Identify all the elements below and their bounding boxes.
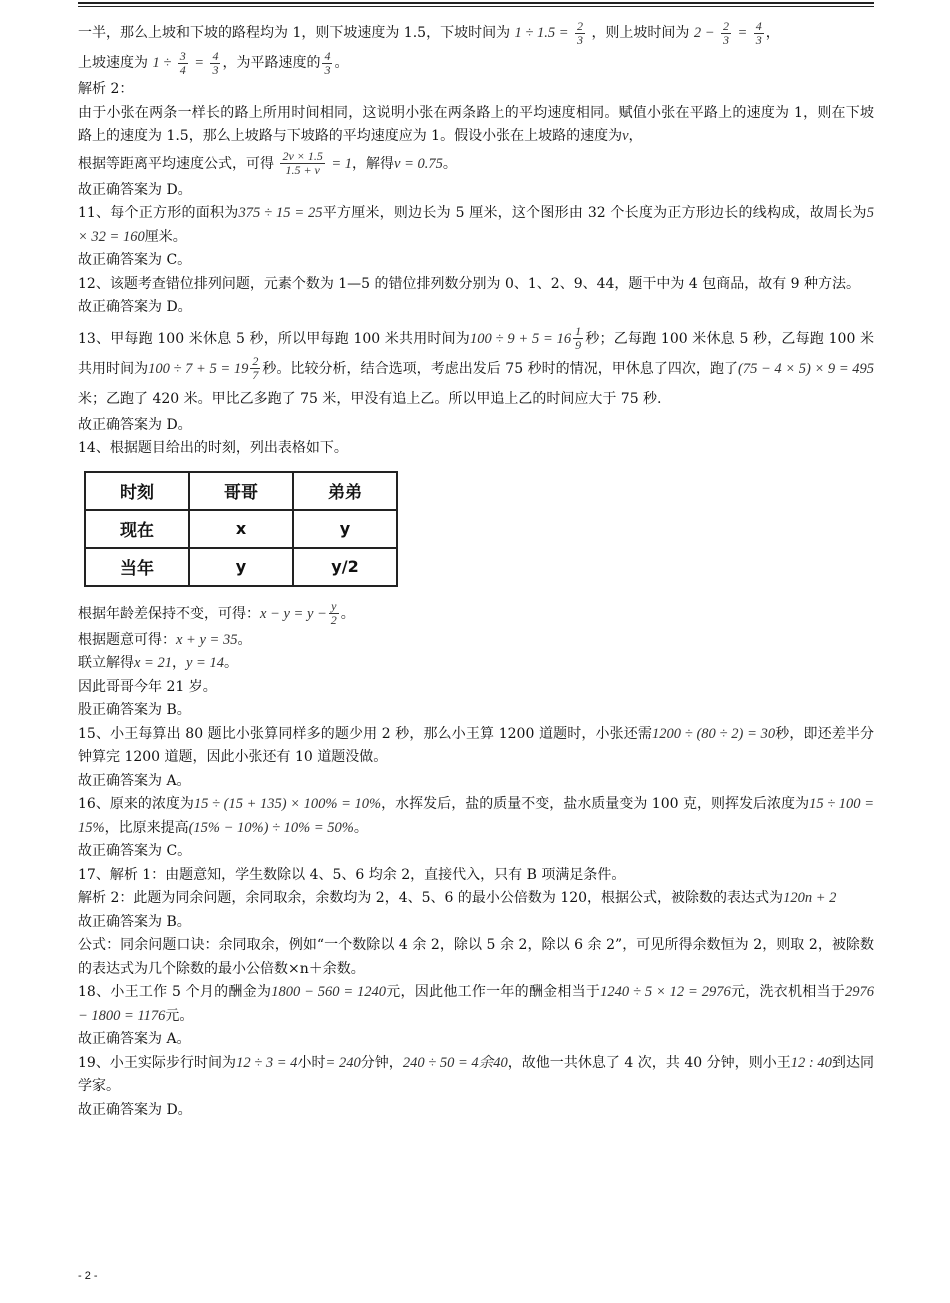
table-cell: 现在: [85, 510, 189, 548]
table-cell: y/2: [293, 548, 397, 586]
paragraph-solve: 联立解得x = 21，y = 14。: [78, 655, 238, 671]
fraction: $\frac{1}{9}$: [575, 324, 582, 352]
paragraph-q12: 12、该题考查错位排列问题，元素个数为 1—5 的错位排列数分别为 0、1、2、9、44，题干中为 4 包商品，故有 9 种方法。: [78, 275, 861, 292]
table-header-cell: 时刻: [85, 472, 189, 510]
fraction: $\frac{4}{3}$: [324, 48, 331, 77]
table-cell: 当年: [85, 548, 189, 586]
text: 上坡速度为: [78, 55, 148, 71]
math: 2 −: [693, 25, 715, 41]
table-cell: y: [189, 548, 293, 586]
paragraph-q13: 13、甲每跑 100 米休息 5 秒，所以甲每跑 100 米共用时间为100 ÷ 9 + 5 = 16 $\frac{1}{9}$ 秒；乙每跑 100 米休息 5 秒，乙每跑 100 米共用时间为100 ÷ 7 + 5 = 19 $\frac{2}{7}$ 秒。比较分析，结合选项，考虑出发后 75 秒时的情况，甲休息了四次，跑了(75 − 4 × 5) × 9 = 495米；乙跑了 420 米。甲比乙多跑了 75 米，甲没有追上乙。所以甲追上乙的时间应大于 75 秒.: [78, 324, 875, 407]
answer-14: 股正确答案为 B。: [78, 702, 191, 718]
paragraph-result: 因此哥哥今年 21 岁。: [78, 678, 217, 695]
answer-10: 故正确答案为 D。: [78, 181, 192, 198]
answer-16: 故正确答案为 C。: [78, 843, 192, 859]
table-row: [85, 548, 397, 586]
paragraph-q14: 14、根据题目给出的时刻，列出表格如下。: [78, 440, 348, 456]
paragraph-slope-speed: 一半，那么上坡和下坡的路程均为 1，则下坡速度为 1.5，下坡时间为 1 ÷ 1.5 = $\frac{2}{3}$ ，则上坡时间为 2 − $\frac{2}{3}$ = $\frac{4}{3}$ ， 上坡速度为 1 ÷ $\frac{3}{4}$ = $\frac{4}{3}$ ，为平路速度的 $\frac{4}{3}$ 。: [78, 18, 780, 77]
math: =: [194, 55, 204, 71]
paragraph-formula: 根据等距离平均速度公式，可得 $\frac{2v \times 1.5}{1.5 + v}$ = 1，解得v = 0.75。: [78, 149, 457, 177]
table-header-row: [85, 472, 397, 510]
paragraph-q11: 11、每个正方形的面积为375 ÷ 15 = 25平方厘米，则边长为 5 厘米，这个图形由 32 个长度为正方形边长的线构成，故周长为5 × 32 = 160厘米。: [78, 205, 874, 245]
table-header-cell: 弟弟: [293, 472, 397, 510]
paragraph-q19: 19、小王实际步行时间为12 ÷ 3 = 4小时= 240分钟，240 ÷ 50 = 4余40，故他一共休息了 4 次，共 40 分钟，则小王12 : 40到达同学家。: [78, 1054, 874, 1094]
fraction: $\frac{2v \times 1.5}{1.5 + v}$: [282, 149, 323, 177]
answer-13: 故正确答案为 D。: [78, 416, 192, 433]
header-rule-thin: [78, 6, 874, 7]
answer-12: 故正确答案为 D。: [78, 299, 192, 315]
table-cell: y: [293, 510, 397, 548]
paragraph-q17-a2: 解析 2：此题为同余问题，余同取余，余数均为 2，4、5、6 的最小公倍数为 120，根据公式，被除数的表达式为120n + 2: [78, 890, 837, 906]
answer-18: 故正确答案为 A。: [78, 1031, 191, 1047]
paragraph-age-diff: 根据年龄差保持不变，可得：x − y = y − $\frac{y}{2}$ 。: [78, 599, 355, 627]
fraction: $\frac{4}{3}$: [755, 18, 762, 47]
age-table: [84, 471, 398, 587]
paragraph-formula-tip: 公式：同余问题口诀：余同取余，例如“一个数除以 4 余 2，除以 5 余 2，除以 6 余 2”，可见所得余数恒为 2，则取 2，被除数的表达式为几个除数的最小公倍数×n＋余数。: [78, 937, 874, 977]
fraction: $\frac{2}{3}$: [576, 18, 583, 47]
heading-analysis-2: 解析 2：: [78, 81, 134, 97]
document-body: [78, 18, 874, 1122]
paragraph-q17-a1: 17、解析 1：由题意知，学生数除以 4、5、6 均余 2，直接代入，只有 B 项满足条件。: [78, 866, 626, 883]
fraction: $\frac{4}{3}$: [212, 48, 219, 77]
answer-19: 故正确答案为 D。: [78, 1101, 192, 1118]
paragraph-analysis-2: 由于小张在两条一样长的路上所用时间相同，这说明小张在两条路上的平均速度相同。赋值小张在平路上的速度为 1，则在下坡路上的速度为 1.5，那么上坡路与下坡路的平均速度应为 1。假设小张在上坡路的速度为v，: [78, 104, 874, 144]
text: 一半，那么上坡和下坡的路程均为 1，则下坡速度为 1.5，下坡时间为: [78, 25, 511, 41]
paragraph-q15: 15、小王每算出 80 题比小张算同样多的题少用 2 秒，那么小王算 1200 道题时，小张还需1200 ÷ (80 ÷ 2) = 30秒，即还差半分钟算完 1200 道题，因此小张还有 10 道题没做。: [78, 725, 875, 765]
paragraph-q18: 18、小王工作 5 个月的酬金为1800 − 560 = 1240元，因此他工作一年的酬金相当于1240 ÷ 5 × 12 = 2976元，洗衣机相当于2976 − 1800 = 1176元。: [78, 984, 875, 1024]
table-row: [85, 510, 397, 548]
math: 1 ÷ 1.5 =: [514, 25, 569, 41]
fraction: $\frac{y}{2}$: [330, 599, 337, 627]
table-header-cell: 哥哥: [189, 472, 293, 510]
fraction: $\frac{3}{4}$: [179, 48, 186, 77]
math: 1 ÷: [152, 55, 172, 71]
table-cell: x: [189, 510, 293, 548]
fraction: $\frac{2}{7}$: [252, 354, 259, 382]
text: ，则上坡时间为: [591, 25, 690, 41]
header-rule-thick: [78, 2, 874, 4]
paragraph-sum: 根据题意可得：x + y = 35。: [78, 631, 252, 648]
answer-17: 故正确答案为 B。: [78, 913, 191, 930]
answer-15: 故正确答案为 A。: [78, 772, 191, 789]
answer-11: 故正确答案为 C。: [78, 252, 192, 268]
fraction: $\frac{2}{3}$: [723, 18, 730, 47]
paragraph-q16: 16、原来的浓度为15 ÷ (15 + 135) × 100% = 10%，水挥发后，盐的质量不变，盐水质量变为 100 克，则挥发后浓度为15 ÷ 100 = 15%，比原来提高(15% − 10%) ÷ 10% = 50%。: [78, 796, 874, 836]
math: =: [737, 25, 748, 41]
page-number: - 2 -: [78, 1270, 98, 1282]
